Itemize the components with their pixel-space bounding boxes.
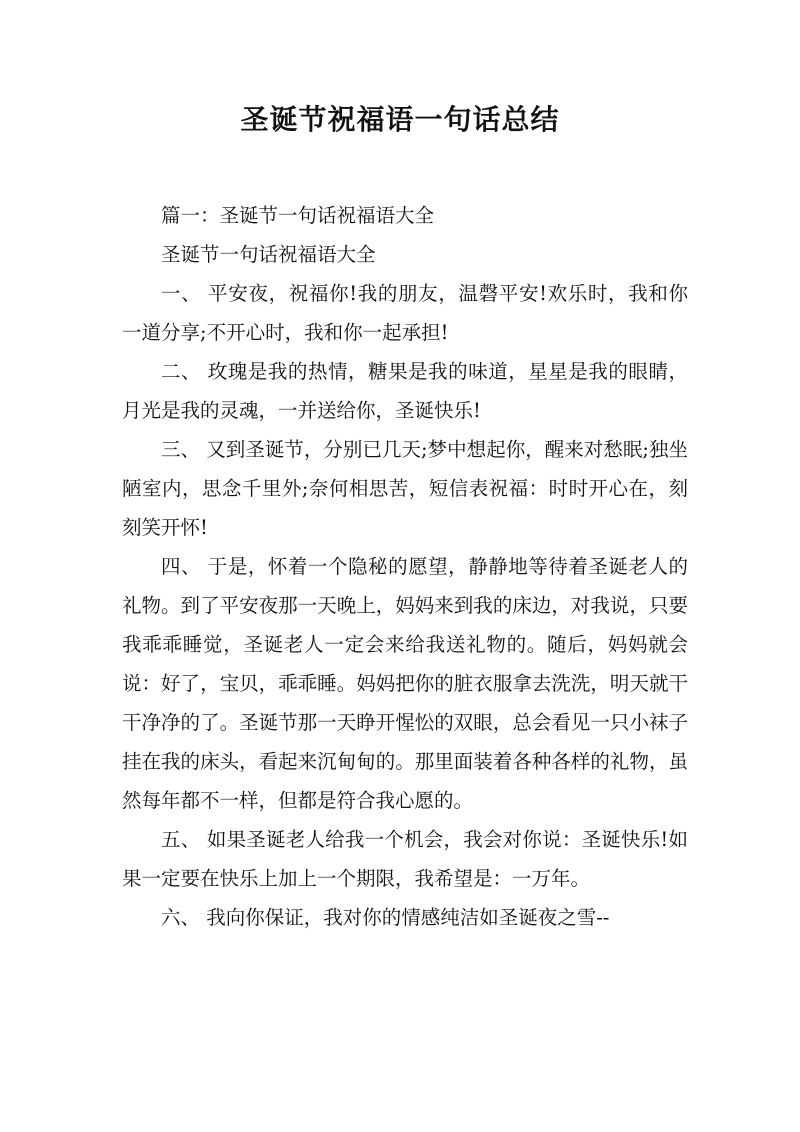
- paragraph-3: 三、 又到圣诞节，分别已几天;梦中想起你，醒来对愁眠;独坐陋室内，思念千里外;奈何相思苦，短信表祝福：时时开心在，刻刻笑开怀!: [122, 438, 688, 539]
- paragraph-5: 五、 如果圣诞老人给我一个机会，我会对你说：圣诞快乐!如果一定要在快乐上加上一个期限，我希望是：一万年。: [122, 828, 688, 890]
- section-heading: 篇一：圣诞节一句话祝福语大全: [161, 204, 435, 227]
- paragraph-2: 二、 玫瑰是我的热情，糖果是我的味道，星星是我的眼睛，月光是我的灵魂，一并送给你，圣诞快乐!: [122, 360, 688, 422]
- paragraph-4: 四、 于是，怀着一个隐秘的愿望，静静地等待着圣诞老人的礼物。到了平安夜那一天晚上，妈妈来到我的床边，对我说，只要我乖乖睡觉，圣诞老人一定会来给我送礼物的。随后，妈妈就会说：好了，宝贝，乖乖睡。妈妈把你的脏衣服拿去洗洗，明天就干干净净的了。圣诞节那一天睁开惺忪的双眼，总会看见一只小袜子挂在我的床头，看起来沉甸甸的。那里面装着各种各样的礼物，虽然每年都不一样，但都是符合我心愿的。: [122, 555, 688, 812]
- subheading: 圣诞节一句话祝福语大全: [161, 243, 376, 266]
- paragraph-1: 一、 平安夜，祝福你!我的朋友，温磬平安!欢乐时，我和你一道分享;不开心时，我和你一起承担!: [122, 282, 688, 344]
- paragraph-6: 六、 我向你保证，我对你的情感纯洁如圣诞夜之雪--: [161, 906, 610, 929]
- document-title: 圣诞节祝福语一句话总结: [240, 103, 560, 136]
- document-body: [122, 196, 688, 937]
